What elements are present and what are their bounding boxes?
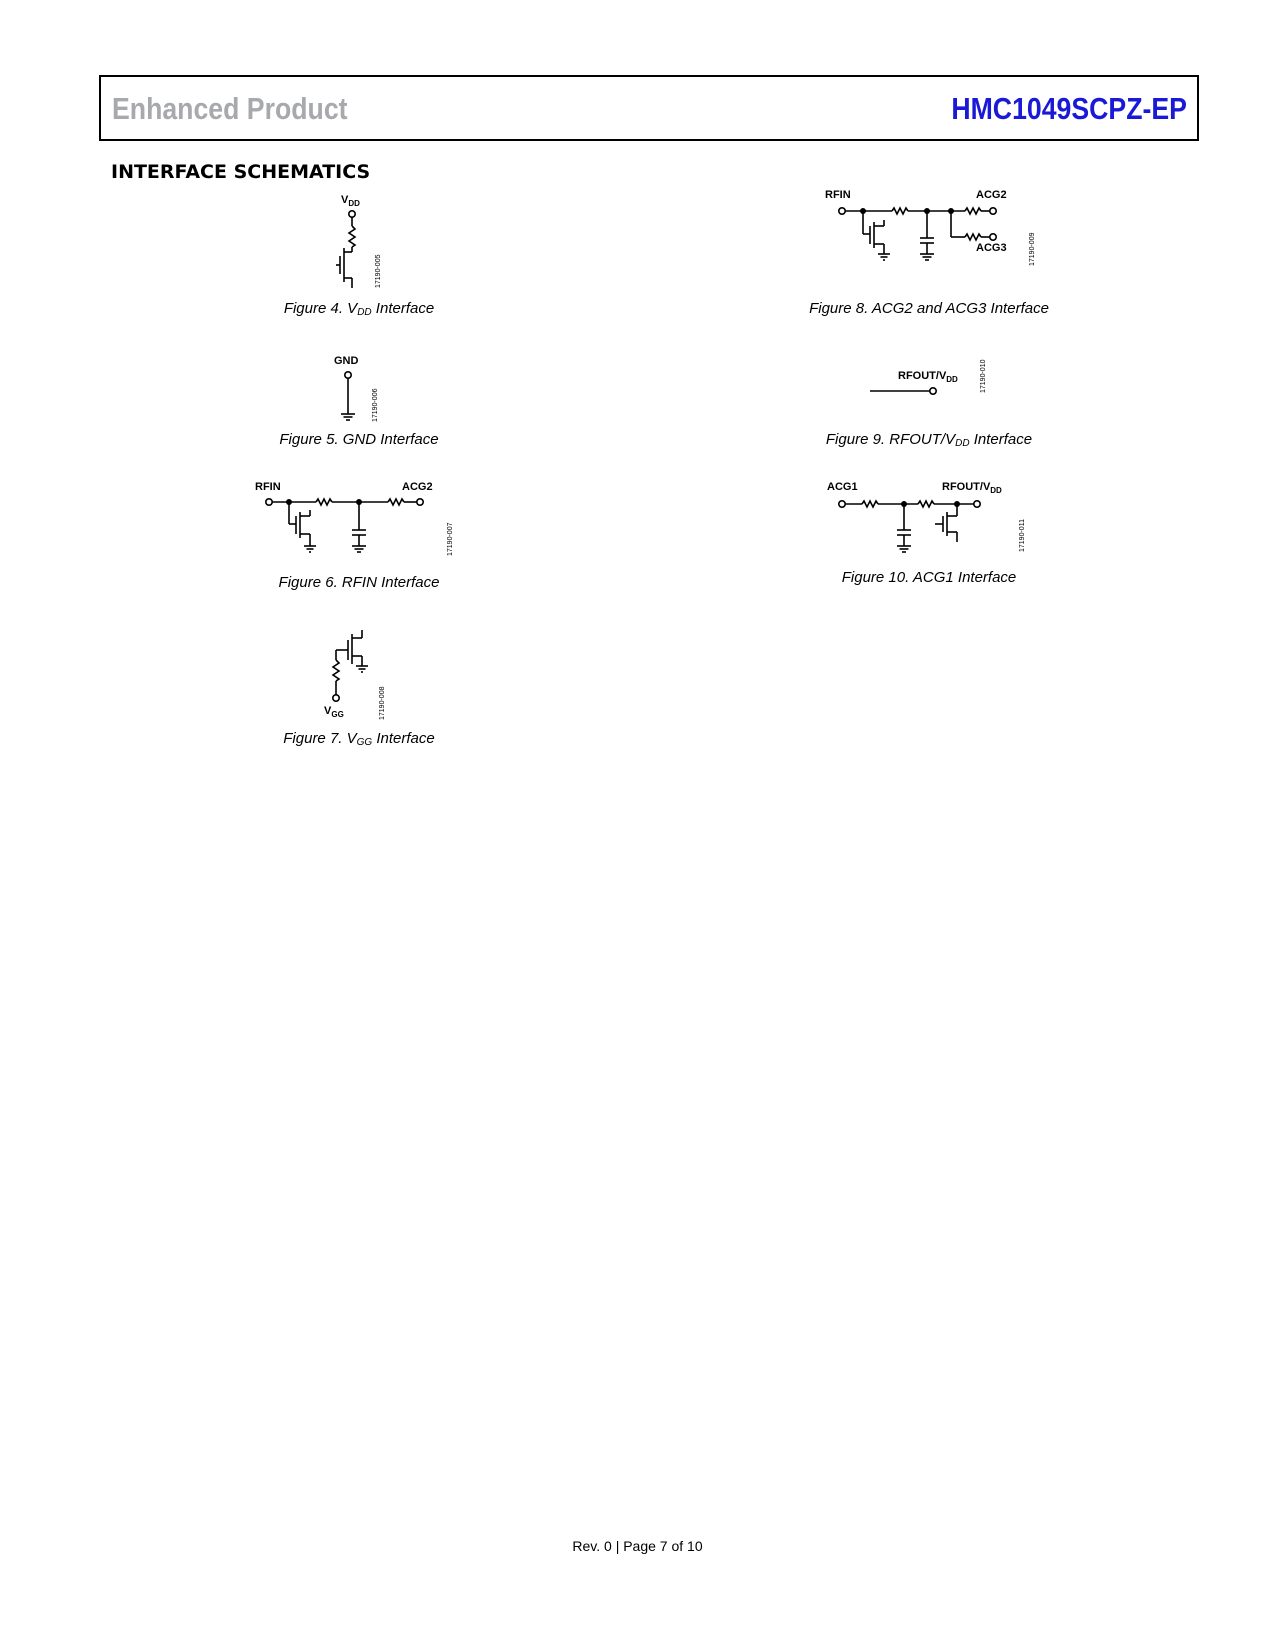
figure-9-caption: Figure 9. RFOUT/$V_{DD}$ Interface xyxy=(825,431,1033,449)
rfin-schematic-drawing xyxy=(252,480,472,560)
gnd-label: GND xyxy=(334,355,359,367)
vgg-label: $V_{GG}$ xyxy=(324,705,344,719)
vgg-schematic-drawing xyxy=(320,626,390,726)
rfout-vdd-label-fig10: RFOUT/$V_{DD}$ xyxy=(942,481,1002,495)
rfin-label: RFIN xyxy=(255,481,281,493)
header-product-type: Enhanced Product xyxy=(112,91,348,126)
rfout-vdd-label: RFOUT/$V_{DD}$ xyxy=(898,370,958,384)
figure-10-code: 17190-011 xyxy=(1019,519,1026,552)
figure-8-caption: Figure 8. ACG2 and ACG3 Interface xyxy=(809,300,1049,317)
acg1-label: ACG1 xyxy=(827,481,858,493)
figure-5-caption: Figure 5. GND Interface xyxy=(279,431,439,448)
figure-6-schematic xyxy=(252,480,472,560)
gnd-schematic-drawing xyxy=(320,354,390,424)
figure-8-schematic xyxy=(825,190,1045,280)
acg2-label: ACG2 xyxy=(402,481,433,493)
figure-6-caption: Figure 6. RFIN Interface xyxy=(278,574,440,591)
figure-10-caption: Figure 10. ACG1 Interface xyxy=(841,569,1017,586)
figure-9-code: 17190-010 xyxy=(980,359,987,393)
page-footer: Rev. 0 | Page 7 of 10 xyxy=(572,1538,703,1554)
header-part-number: HMC1049SCPZ-EP xyxy=(951,91,1187,126)
acg3-label-fig8: ACG3 xyxy=(976,242,1007,254)
acg2-acg3-schematic-drawing xyxy=(825,190,1045,280)
figure-10-schematic xyxy=(824,480,1044,560)
acg1-schematic-drawing xyxy=(824,480,1044,560)
figure-4-schematic xyxy=(320,190,390,290)
figure-7-schematic xyxy=(320,626,390,726)
figure-9-schematic xyxy=(868,355,998,405)
figure-5-schematic xyxy=(320,354,390,424)
acg2-label-fig8: ACG2 xyxy=(976,189,1007,201)
figure-4-code: 17190-005 xyxy=(375,254,382,288)
section-title: INTERFACE SCHEMATICS xyxy=(111,161,371,183)
figure-7-caption: Figure 7. $V_{GG}$ Interface xyxy=(283,730,435,748)
figure-7-code: 17190-008 xyxy=(379,686,386,720)
figure-4-caption: Figure 4. $V_{DD}$ Interface xyxy=(283,300,435,318)
figure-8-code: 17190-009 xyxy=(1029,232,1036,266)
page-header xyxy=(99,75,1199,141)
vdd-label: $V_{DD}$ xyxy=(341,194,360,208)
rfin-label-fig8: RFIN xyxy=(825,189,851,201)
figure-5-code: 17190-006 xyxy=(372,388,379,422)
vdd-schematic-drawing xyxy=(320,190,390,290)
figure-6-code: 17190-007 xyxy=(447,522,454,556)
rfout-schematic-drawing xyxy=(868,355,998,405)
